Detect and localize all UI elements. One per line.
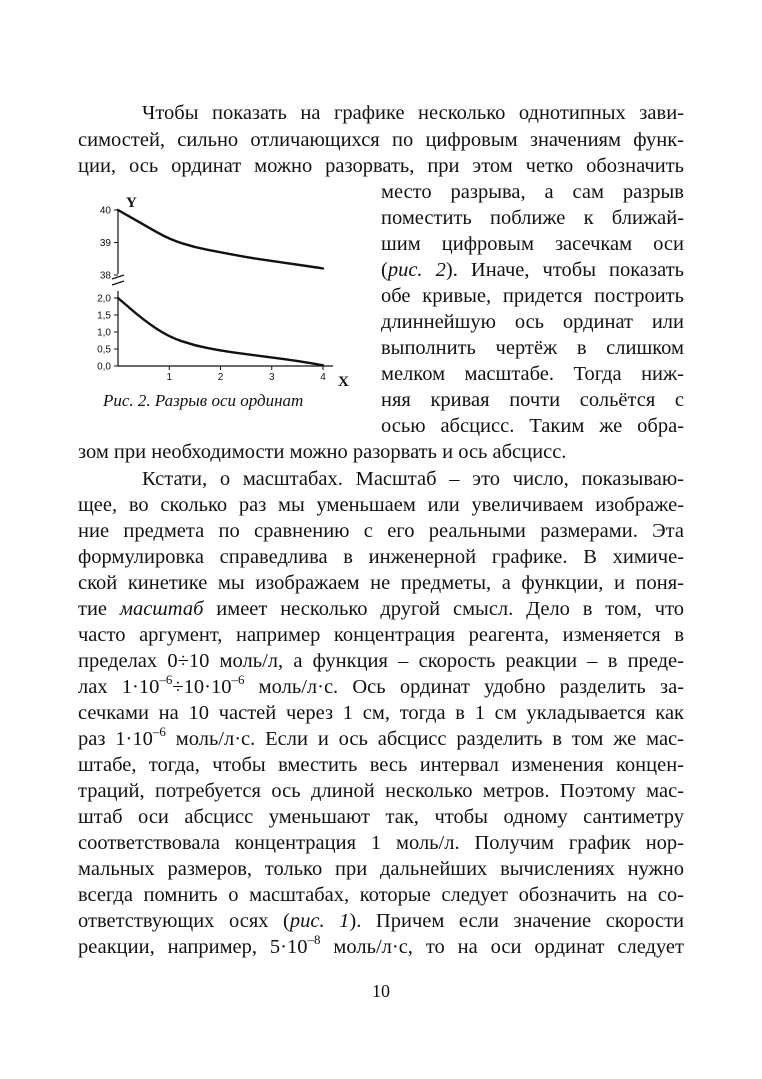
wrap-line: (рис. 2). Иначе, чтобы показать xyxy=(381,259,684,281)
y-tick-label: 1,5 xyxy=(97,310,111,322)
paragraph-2-line: всегда помнить о масштабах, которые следует обозначить на со- xyxy=(78,884,684,906)
emphasis-term: масштаб xyxy=(119,598,204,620)
x-tick-label: 4 xyxy=(320,372,326,383)
y-tick-label: 2,0 xyxy=(97,293,111,305)
paragraph-2-line: штаб оси абсцисс уменьшают так, чтобы одному сантиметру xyxy=(78,806,684,828)
figure-reference: рис. 1 xyxy=(289,910,350,932)
paragraph-2-line: ние предмета по сравнению с его реальными размерами. Эта xyxy=(78,520,684,542)
paragraph-2-line: тие масштаб имеет несколько другой смысл. Дело в том, что xyxy=(78,598,685,620)
series-line-upper xyxy=(118,210,323,269)
series-line-lower xyxy=(118,298,323,365)
y-tick-label: 1,0 xyxy=(97,327,111,339)
paragraph-2-line: щее, во сколько раз мы уменьшаем или увеличиваем изображе- xyxy=(78,494,684,516)
x-tick-label: 1 xyxy=(166,372,173,383)
figure-caption: Рис. 2. Разрыв оси ординат xyxy=(103,391,304,410)
paragraph-1-line: ции, ось ординат можно разорвать, при этом четко обозначить xyxy=(78,155,684,177)
x-tick-label: 3 xyxy=(268,372,275,383)
figure-reference: рис. 2 xyxy=(387,259,446,281)
paragraph-2-line: штабе, тогда, чтобы вместить весь интервал изменения концен- xyxy=(78,754,684,776)
wrap-line: шим цифровым засечкам оси xyxy=(381,233,684,255)
paragraph-2-line: реакции, например, $5\cdot 10^{-8}$ моль/л·с, то на оси ординат следует xyxy=(78,932,684,958)
paragraph-2-line: ответствующих осях (рис. 1). Причем если значение скорости xyxy=(78,910,684,932)
chart-axes xyxy=(112,210,333,366)
wrap-line: обе кривые, придется построить xyxy=(381,285,684,307)
paragraph-2-line: Кстати, о масштабах. Масштаб – это число, показываю- xyxy=(142,468,684,490)
paragraph-1-line: Чтобы показать на графике несколько однотипных зави- xyxy=(142,102,684,124)
broken-axis-chart xyxy=(78,184,368,394)
exponent: –6 xyxy=(152,724,166,740)
x-tick-label: 2 xyxy=(217,372,224,383)
paragraph-2-line: лах $1\cdot 10^{-6}\div 10\cdot 10^{-6}$ моль/л·с. Ось ординат удобно разделить за- xyxy=(78,672,685,698)
x-axis-label: X xyxy=(338,374,349,390)
y-axis-label: Y xyxy=(126,195,137,211)
wrap-line: длиннейшую ось ординат или xyxy=(381,311,684,333)
axis-break-mark xyxy=(112,275,124,285)
page-number: 10 xyxy=(372,981,390,1001)
paragraph-1-last-line: зом при необходимости можно разорвать и ось абсцисс. xyxy=(78,441,567,463)
wrap-line: мелком масштабе. Тогда ниж- xyxy=(381,363,684,385)
wrap-line: няя кривая почти сольётся с xyxy=(381,389,684,411)
paragraph-2-line: формулировка справедлива в инженерной графике. В химиче- xyxy=(78,546,684,568)
paragraph-2-line: сечками на 10 частей через 1 см, тогда в 1 см укладывается как xyxy=(78,702,684,724)
y-tick-label: 39 xyxy=(99,238,111,249)
exponent: –6 xyxy=(231,672,245,688)
wrap-line: выполнить чертёж в слишком xyxy=(381,337,684,359)
wrap-line: место разрыва, а сам разрыв xyxy=(381,181,684,203)
paragraph-2-line: соответствовала концентрация 1 моль/л. Получим график нор- xyxy=(78,832,684,854)
wrap-line: осью абсцисс. Таким же обра- xyxy=(381,415,684,437)
figure-2 xyxy=(78,184,368,434)
y-tick-label: 0,0 xyxy=(97,361,111,373)
y-tick-label: 0,5 xyxy=(97,344,111,356)
paragraph-2-line: пределах 0÷10 моль/л, а функция – скорость реакции – в преде- xyxy=(78,650,684,672)
paragraph-2-line: часто аргумент, например концентрация реагента, изменяется в xyxy=(78,624,684,646)
exponent: –8 xyxy=(307,932,321,948)
exponent: –6 xyxy=(159,672,173,688)
y-tick-label: 38 xyxy=(99,270,111,282)
paragraph-2-line: ской кинетике мы изображаем не предметы, а функции, и поня- xyxy=(78,572,684,594)
paragraph-2-line: раз $1\cdot 10^{-6}$ моль/л·с. Если и ось абсцисс разделить в том же мас- xyxy=(78,724,684,750)
paragraph-2-line: мальных размеров, только при дальнейших вычислениях нужно xyxy=(78,858,684,880)
wrap-line: поместить поближе к ближай- xyxy=(381,207,684,229)
paragraph-2-line: траций, потребуется ось длиной несколько метров. Поэтому мас- xyxy=(78,780,684,802)
y-tick-label: 40 xyxy=(99,205,111,217)
paragraph-1-line: симостей, сильно отличающихся по цифровым значениям функ- xyxy=(78,129,684,151)
